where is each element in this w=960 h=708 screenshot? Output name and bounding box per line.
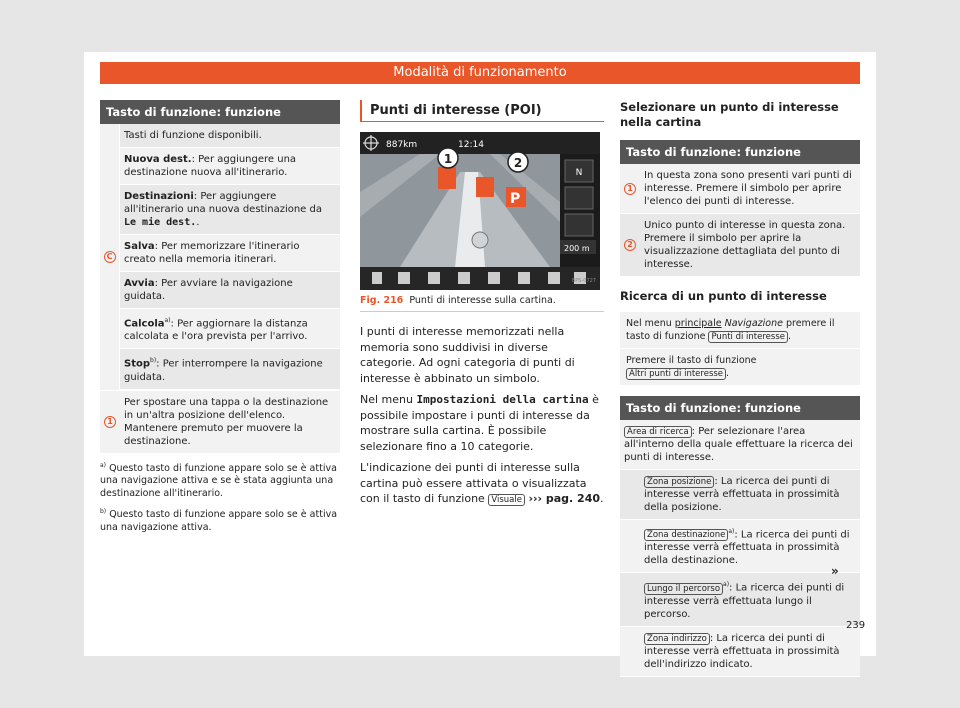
item-destinazioni: Destinazioni: Per aggiungere all'itinerario una nuova destinazione da Le mie dest.. — [124, 191, 322, 228]
left-column — [100, 100, 340, 534]
figure-caption: Fig. 216 Punti di interesse sulla cartina. — [360, 290, 604, 312]
distance-readout: 887km — [386, 140, 418, 150]
item-salva: Salva: Per memorizzare l'itinerario creato nella memoria itinerari. — [124, 241, 300, 265]
key-c-icon: C — [104, 251, 116, 263]
poi-fuel-icon — [476, 177, 494, 197]
intro-text: Tasti di funzione disponibili. — [124, 130, 262, 141]
visuale-button: Visuale — [488, 494, 525, 506]
table2-header: Tasto di funzione: funzione — [620, 396, 860, 420]
step-1: Nel menu principale Navigazione premere il tasto di funzione Punti di interesse . — [620, 312, 860, 349]
marker-2: 2 — [513, 156, 523, 170]
step-2: Premere il tasto di funzione Altri punti di interesse . — [620, 349, 860, 386]
map-figure — [360, 132, 600, 290]
t2-row-zona-indirizzo: Zona indirizzo : La ricerca dei punti di interesse verrà effettuata in prossimità dell'indirizzo indicato. — [620, 627, 860, 677]
poi-button: Punti di interesse — [708, 331, 788, 343]
continue-mark: » — [831, 564, 839, 578]
time-readout: 12:14 — [458, 140, 484, 150]
key-1-icon: 1 — [104, 416, 116, 428]
poi-restaurant-icon — [438, 167, 456, 189]
section-title: Punti di interesse (POI) — [360, 100, 604, 122]
t2-row-zona-posizione: Zona posizione : La ricerca dei punti di interesse verrà effettuata in prossimità della posizione. — [620, 470, 860, 520]
key-1-icon: 1 — [624, 183, 636, 195]
t1-row-2: 2 Unico punto di interesse in questa zona. Premere il simbolo per aprire la visualizzazione dettagliata del punto di interesse. — [620, 214, 860, 277]
marker-1: 1 — [443, 152, 453, 166]
svg-text:P: P — [510, 191, 521, 207]
t2-row-lungo-percorso: Lungo il percorso $^{a)}$: La ricerca dei punti di interesse verrà effettuata lungo il percorso. — [620, 573, 860, 626]
t2-row-area: Area di ricerca : Per selezionare l'area all'interno della quale effettuare la ricerca dei punti di interesse. — [620, 420, 860, 470]
page-number: 239 — [846, 620, 866, 631]
other-poi-button: Altri punti di interesse — [626, 368, 726, 380]
t1-row-1: 1 In questa zona sono presenti vari punti di interesse. Premere il simbolo per aprire l'elenco dei punti di interesse. — [620, 164, 860, 214]
middle-column — [360, 100, 604, 513]
chapter-header: Modalità di funzionamento — [100, 62, 860, 84]
table1-header: Tasto di funzione: funzione — [620, 140, 860, 164]
row-key-1: 1 Per spostare una tappa o la destinazione in un'altra posizione dell'elenco. Mantenere premuto per muovere la destinazione. — [100, 390, 340, 454]
right-column — [620, 100, 860, 677]
item-avvia: Avvia: Per avviare la navigazione guidata. — [124, 278, 293, 302]
item-nuova-dest: Nuova dest.: Per aggiungere una destinazione nuova all'itinerario. — [124, 154, 297, 178]
item-calcola: Calcola$^{a)}$: Per aggiornare la distanza calcolata e l'ora prevista per l'arrivo. — [124, 317, 308, 343]
function-table-c — [100, 124, 340, 390]
key-2-icon: 2 — [624, 239, 636, 251]
table-header: Tasto di funzione: funzione — [100, 100, 340, 124]
north-icon: N — [575, 168, 583, 178]
t2-row-zona-destinazione: Zona destinazione $^{a)}$: La ricerca dei punti di interesse verrà effettuata in prossimità della destinazione. — [620, 520, 860, 573]
svg-text:BPS-0727: BPS-0727 — [571, 278, 596, 284]
footnote-b: $^{b)}$ Questo tasto di funzione appare solo se è attiva una navigazione attiva. — [100, 508, 338, 533]
footnote-a: $^{a)}$ Questo tasto di funzione appare solo se è attiva una navigazione attiva e se è stata aggiunta una destinazione all'itinerario. — [100, 461, 337, 499]
page-ref-link[interactable]: ››› pag. 240 — [528, 492, 601, 505]
scale-readout: 200 m — [564, 244, 590, 253]
item-stop: Stop$^{b)}$: Per interrompere la navigazione guidata. — [124, 357, 323, 383]
heading-select-poi: Selezionare un punto di interesse nella cartina — [620, 100, 839, 129]
middle-body: I punti di interesse memorizzati nella memoria sono suddivisi in diverse categorie. Ad ogni categoria di punti di interesse è abbinato un simbolo. Nel menu Impostazioni della cartina è possibile impostare i punti di interesse da mostrare sulla cartina. È possibile selezionare fino a 10 categorie. L'indicazione dei punti di interesse sulla cartina può essere attivata o visualizzata con il tasto di funzione Visuale ››› pag. 240. — [360, 325, 604, 505]
heading-search-poi: Ricerca di un punto di interesse — [620, 289, 827, 303]
